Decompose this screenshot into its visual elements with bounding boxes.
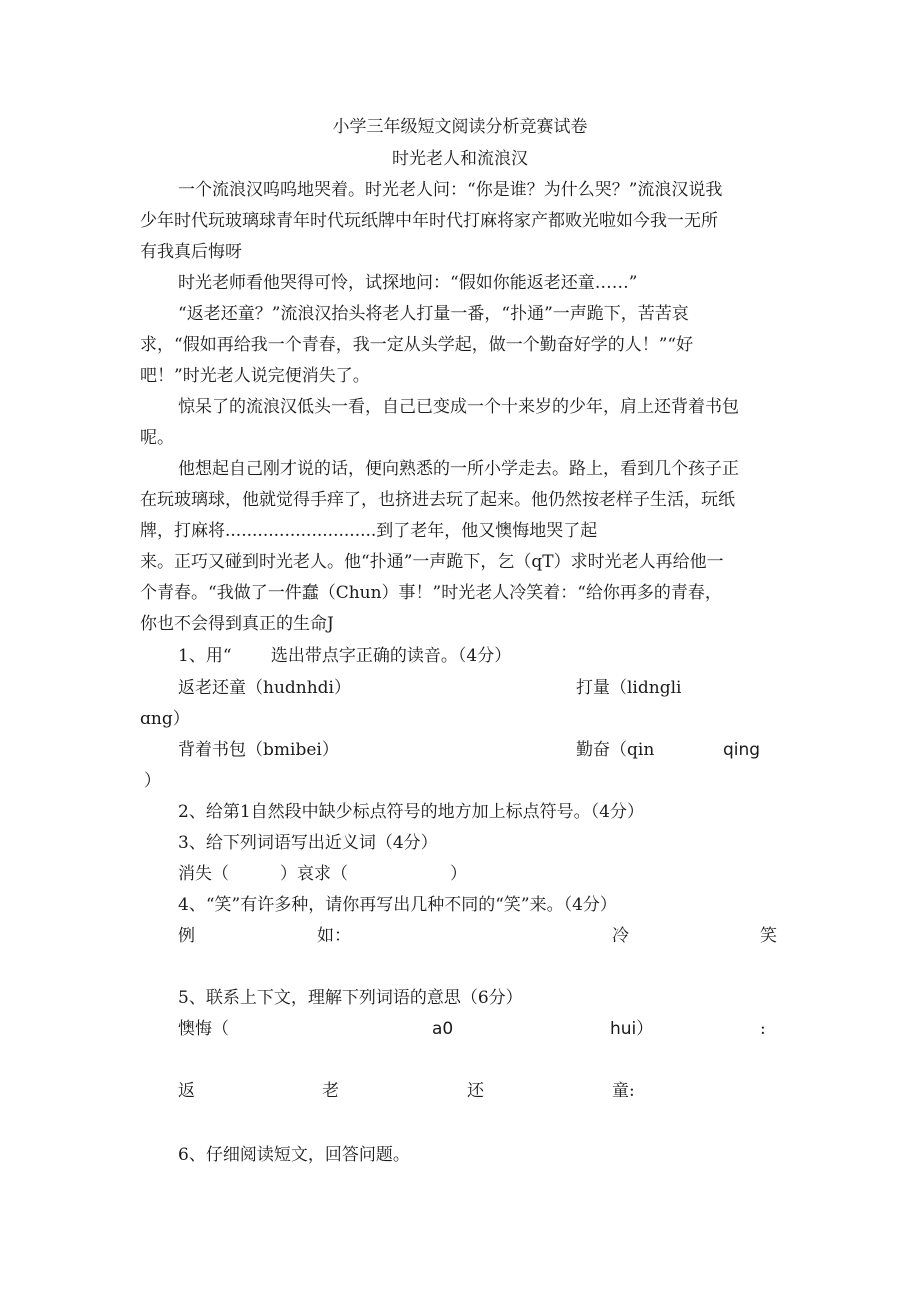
q4-example: 笑 bbox=[760, 926, 777, 946]
question-1: 1、用“ 选出带点字正确的读音。（4分） bbox=[178, 646, 512, 666]
story-line: 他想起自己刚才说的话，便向熟悉的一所小学走去。路上，看到几个孩子正 bbox=[178, 459, 739, 479]
q3-blanks: 消失（ ）哀求（ ） bbox=[178, 864, 467, 884]
story-line: 来。正巧又碰到时光老人。他“扑通”一声跪下，乞（qT）求时光老人再给他一 bbox=[140, 552, 724, 572]
story-line: 你也不会得到真正的生命J bbox=[140, 614, 334, 634]
q5-word: a0 bbox=[432, 1019, 454, 1039]
story-line: 一个流浪汉呜呜地哭着。时光老人问：“你是谁？为什么哭？”流浪汉说我 bbox=[178, 180, 723, 200]
q5-word: 还 bbox=[467, 1081, 484, 1101]
story-line: 个青春。“我做了一件蠢（Chun）事！”时光老人冷笑着：“给你再多的青春， bbox=[140, 583, 722, 603]
exam-title: 小学三年级短文阅读分析竞赛试卷 bbox=[332, 117, 588, 137]
story-line: 吧！”时光老人说完便消失了。 bbox=[140, 366, 370, 386]
q5-word: : bbox=[760, 1019, 766, 1039]
story-line: 时光老师看他哭得可怜，试探地问：“假如你能返老还童……” bbox=[178, 273, 638, 293]
q5-word: 童: bbox=[612, 1081, 635, 1101]
q1-item: 勤奋（qin bbox=[576, 740, 655, 760]
question-3: 3、给下列词语写出近义词（4分） bbox=[178, 833, 438, 853]
question-6: 6、仔细阅读短文，回答问题。 bbox=[178, 1145, 410, 1165]
q1-item: 打量（lidngli bbox=[576, 678, 682, 698]
story-title: 时光老人和流浪汉 bbox=[392, 149, 528, 169]
q1-item: 返老还童（hudnhdi） bbox=[178, 678, 351, 698]
story-line: 在玩玻璃球，他就觉得手痒了，也挤进去玩了起来。他仍然按老样子生活，玩纸 bbox=[140, 490, 735, 510]
question-5: 5、联系上下文，理解下列词语的意思（6分） bbox=[178, 988, 523, 1008]
q1-item: ɑng） bbox=[140, 709, 190, 729]
story-line: 呢。 bbox=[140, 428, 174, 448]
q1-item: 背着书包（bmibei） bbox=[178, 740, 339, 760]
story-line: 少年时代玩玻璃球青年时代玩纸牌中年时代打麻将家产都败光啦如今我一无所 bbox=[140, 211, 718, 231]
q1-item: qing bbox=[723, 740, 761, 760]
question-4: 4、“笑”有许多种，请你再写出几种不同的“笑”来。（4分） bbox=[178, 895, 617, 915]
q5-word: 老 bbox=[322, 1081, 339, 1101]
story-line: 牌，打麻将............................到了老年，他又懊悔地哭了起 bbox=[140, 521, 598, 541]
story-line: 惊呆了的流浪汉低头一看，自己已变成一个十来岁的少年，肩上还背着书包 bbox=[178, 397, 739, 417]
story-line: 求，“假如再给我一个青春，我一定从头学起，做一个勤奋好学的人！”“好 bbox=[140, 335, 694, 355]
q5-word: 返 bbox=[178, 1081, 195, 1101]
q1-item: ） bbox=[144, 771, 161, 791]
q4-example: 冷 bbox=[612, 926, 629, 946]
story-line: “返老还童？”流浪汉抬头将老人打量一番，“扑通”一声跪下，苦苦哀 bbox=[178, 304, 689, 324]
q5-word: hui） bbox=[610, 1019, 654, 1039]
question-2: 2、给第1自然段中缺少标点符号的地方加上标点符号。（4分） bbox=[178, 802, 644, 822]
q4-example: 例 bbox=[178, 926, 195, 946]
q4-example: 如： bbox=[317, 926, 351, 946]
q5-word: 懊悔（ bbox=[178, 1019, 229, 1039]
story-line: 有我真后悔呀 bbox=[140, 242, 242, 262]
